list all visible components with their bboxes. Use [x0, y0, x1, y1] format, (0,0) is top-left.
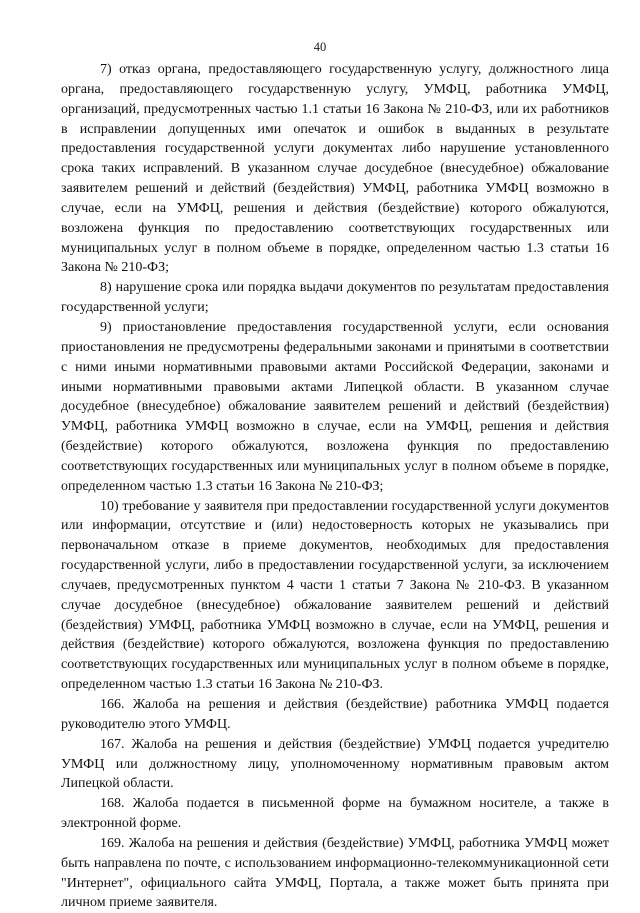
paragraph-clause-168: 168. Жалоба подается в письменной форме на бумажном носителе, а также в электронной форме. [61, 796, 609, 832]
page-number: 40 [313, 40, 327, 54]
paragraph-clause-167: 167. Жалоба на решения и действия (бездействие) УМФЦ подается учредителю УМФЦ или должностному лицу, уполномоченному нормативным правовым актом Липецкой области. [61, 736, 609, 792]
page-body [61, 60, 609, 913]
paragraph-item-7: 7) отказ органа, предоставляющего государственную услугу, должностного лица органа, предоставляющего государственную услугу, УМФЦ, работника УМФЦ, организаций, предусмотренных частью 1.1 статьи 16 Закона № 210-ФЗ, или их работников в исправлении допущенных ими опечаток и ошибок в выданных в результате предоставления государственной услуги документах либо нарушение установленного срока таких исправлений. В указанном случае досудебное (внесудебное) обжалование заявителем решений и действий (бездействия) УМФЦ, работника УМФЦ возможно в случае, если на УМФЦ, решения и действия (бездействие) которого обжалуются, возложена функция по предоставлению соответствующих государственных или муниципальных услуг в полном объеме в порядке, определенном частью 1.3 статьи 16 Закона № 210-ФЗ; [61, 62, 609, 276]
paragraph-item-9: 9) приостановление предоставления государственной услуги, если основания приостановления не предусмотрены федеральными законами и принятыми в соответствии с ними иными нормативными правовыми актами Российской Федерации, законами и иными нормативными правовыми актами Липецкой области. В указанном случае досудебное (внесудебное) обжалование заявителем решений и действий (бездействия) УМФЦ, работника УМФЦ возможно в случае, если на УМФЦ, решения и действия (бездействие) которого обжалуются, возложена функция по предоставлению соответствующих государственных или муниципальных услуг в полном объеме в порядке, определенном частью 1.3 статьи 16 Закона № 210-ФЗ; [61, 319, 609, 494]
paragraph-item-8: 8) нарушение срока или порядка выдачи документов по результатам предоставления государственной услуги; [61, 280, 609, 316]
paragraph-clause-166: 166. Жалоба на решения и действия (бездействие) работника УМФЦ подается руководителю этого УМФЦ. [61, 697, 609, 732]
paragraph-item-10: 10) требование у заявителя при предоставлении государственной услуги документов или информации, отсутствие и (или) недостоверность которых не указывались при первоначальном отказе в приеме документов, необходимых для предоставления государственной услуги, либо в предоставлении государственной услуги, за исключением случаев, предусмотренных пунктом 4 части 1 статьи 7 Закона № 210-ФЗ. В указанном случае досудебное (внесудебное) обжалование заявителем решений и действий (бездействия) УМФЦ, работника УМФЦ возможно в случае, если на УМФЦ, решения и действия (бездействие) которого обжалуются, возложена функция по предоставлению соответствующих государственных или муниципальных услуг в полном объеме в порядке, определенном частью 1.3 статьи 16 Закона № 210-ФЗ. [61, 498, 609, 693]
paragraph-clause-169: 169. Жалоба на решения и действия (бездействие) УМФЦ, работника УМФЦ может быть направлена по почте, с использованием информационно-телекоммуникационной сети "Интернет", официального сайта УМФЦ, Портала, а также может быть принята при личном приеме заявителя. [61, 835, 609, 911]
